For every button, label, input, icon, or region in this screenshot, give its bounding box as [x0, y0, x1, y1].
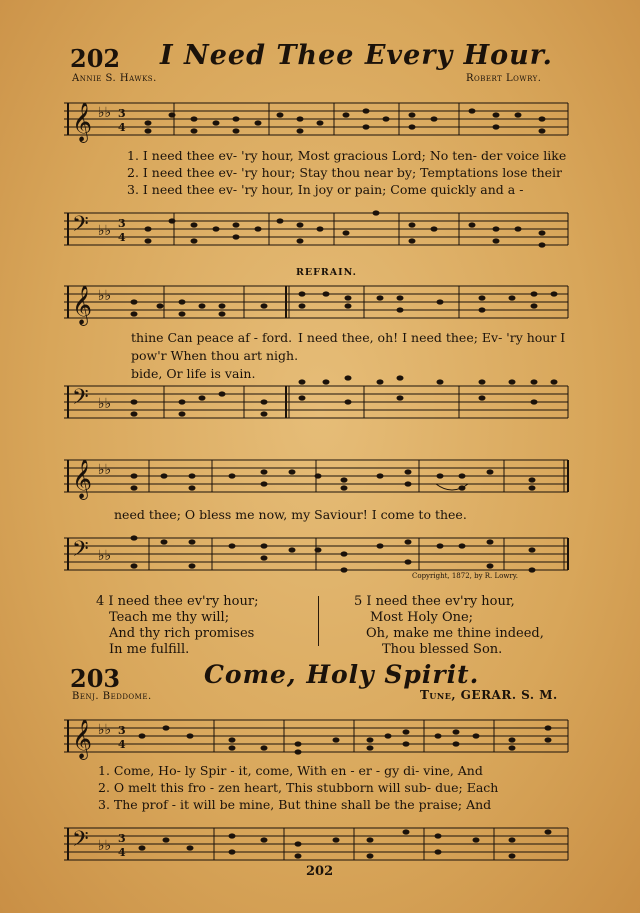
lyrics-202-refrain: I need thee, oh! I need thee; Ev- 'ry hour I: [298, 330, 566, 345]
svg-text:3: 3: [118, 724, 126, 737]
verse-5-line-3: Oh, make me thine indeed,: [366, 626, 544, 641]
svg-text:♭♭: ♭♭: [98, 838, 112, 854]
svg-text:♭♭: ♭♭: [98, 223, 112, 239]
svg-text:𝄢: 𝄢: [72, 537, 89, 567]
svg-text:♭♭: ♭♭: [98, 396, 112, 412]
lyrics-203-verse-3: 3. The prof - it will be mine, But thine shall be the praise; And: [98, 797, 492, 812]
svg-text:♭♭: ♭♭: [98, 722, 112, 738]
page-number: 202: [306, 864, 334, 879]
author-credit-202: Annie S. Hawks.: [72, 73, 157, 84]
verse-5: [354, 594, 544, 658]
lyrics-203-verse-2: 2. O melt this fro - zen heart, This stubborn will sub- due; Each: [98, 780, 499, 795]
verse-4-line-2: Teach me thy will;: [109, 610, 230, 625]
treble-staff-system-1: [64, 95, 574, 145]
verse-4-line-3: And thy rich promises: [109, 626, 255, 641]
bass-staff-system-1: [64, 205, 574, 255]
hymn-number-202: 202: [70, 44, 121, 73]
svg-text:4: 4: [118, 231, 126, 244]
treble-staff-hymn-203: [64, 712, 574, 762]
svg-text:𝄞: 𝄞: [72, 459, 93, 499]
verse-4-line-1: 4 I need thee ev'ry hour;: [96, 594, 259, 609]
treble-staff-system-3: [64, 452, 574, 502]
hymn-title-203: Come, Holy Spirit.: [204, 660, 480, 689]
lyrics-202-verse-3: 3. I need thee ev- 'ry hour, In joy or pain; Come quickly and a -: [127, 182, 524, 197]
lyrics-202-verse-1: 1. I need thee ev- 'ry hour, Most gracious Lord; No ten- der voice like: [127, 148, 567, 163]
svg-text:𝄞: 𝄞: [72, 285, 93, 325]
hymn-title-202: I Need Thee Every Hour.: [160, 40, 553, 71]
verse-4-line-4: In me fulfill.: [109, 642, 190, 657]
bass-staff-hymn-203: [64, 820, 574, 870]
composer-credit-202: Robert Lowry.: [466, 73, 542, 84]
svg-text:𝄢: 𝄢: [72, 827, 89, 857]
svg-text:3: 3: [118, 107, 126, 120]
author-credit-203: Benj. Beddome.: [72, 691, 152, 702]
tune-credit-203: Tune, GERAR. S. M.: [420, 688, 558, 702]
bass-staff-system-2: [64, 378, 574, 428]
svg-text:♭♭: ♭♭: [98, 548, 112, 564]
lyrics-202-system2-verse-3: bide, Or life is vain.: [131, 366, 256, 381]
treble-staff-system-2: [64, 278, 574, 328]
svg-text:3: 3: [118, 217, 126, 230]
lyrics-202-verse-2: 2. I need thee ev- 'ry hour; Stay thou near by; Temptations lose their: [127, 165, 562, 180]
svg-text:𝄞: 𝄞: [72, 102, 93, 142]
svg-text:𝄞: 𝄞: [72, 719, 93, 759]
verse-5-line-4: Thou blessed Son.: [382, 642, 503, 657]
lyrics-202-system3: need thee; O bless me now, my Saviour! I come to thee.: [114, 507, 467, 522]
svg-text:3: 3: [118, 832, 126, 845]
svg-text:4: 4: [118, 846, 126, 859]
svg-text:♭♭: ♭♭: [98, 105, 112, 121]
verse-4: [96, 594, 258, 658]
lyrics-202-system2-verse-2: pow'r When thou art nigh.: [131, 348, 299, 363]
svg-text:4: 4: [118, 738, 126, 751]
svg-text:♭♭: ♭♭: [98, 288, 112, 304]
verse-5-line-2: Most Holy One;: [370, 610, 474, 625]
verse-5-line-1: 5 I need thee ev'ry hour,: [354, 594, 515, 609]
svg-text:𝄢: 𝄢: [72, 212, 89, 242]
lyrics-203-verse-1: 1. Come, Ho- ly Spir - it, come, With en - er - gy di- vine, And: [98, 763, 483, 778]
svg-text:♭♭: ♭♭: [98, 462, 112, 478]
copyright-notice: Copyright, 1872, by R. Lowry.: [412, 572, 518, 580]
verse-divider: [318, 596, 319, 646]
refrain-label: REFRAIN.: [296, 267, 357, 278]
svg-text:𝄢: 𝄢: [72, 385, 89, 415]
lyrics-202-system2-verse-1: thine Can peace af - ford.: [131, 330, 293, 345]
svg-text:4: 4: [118, 121, 126, 134]
hymn-number-203: 203: [70, 664, 121, 693]
